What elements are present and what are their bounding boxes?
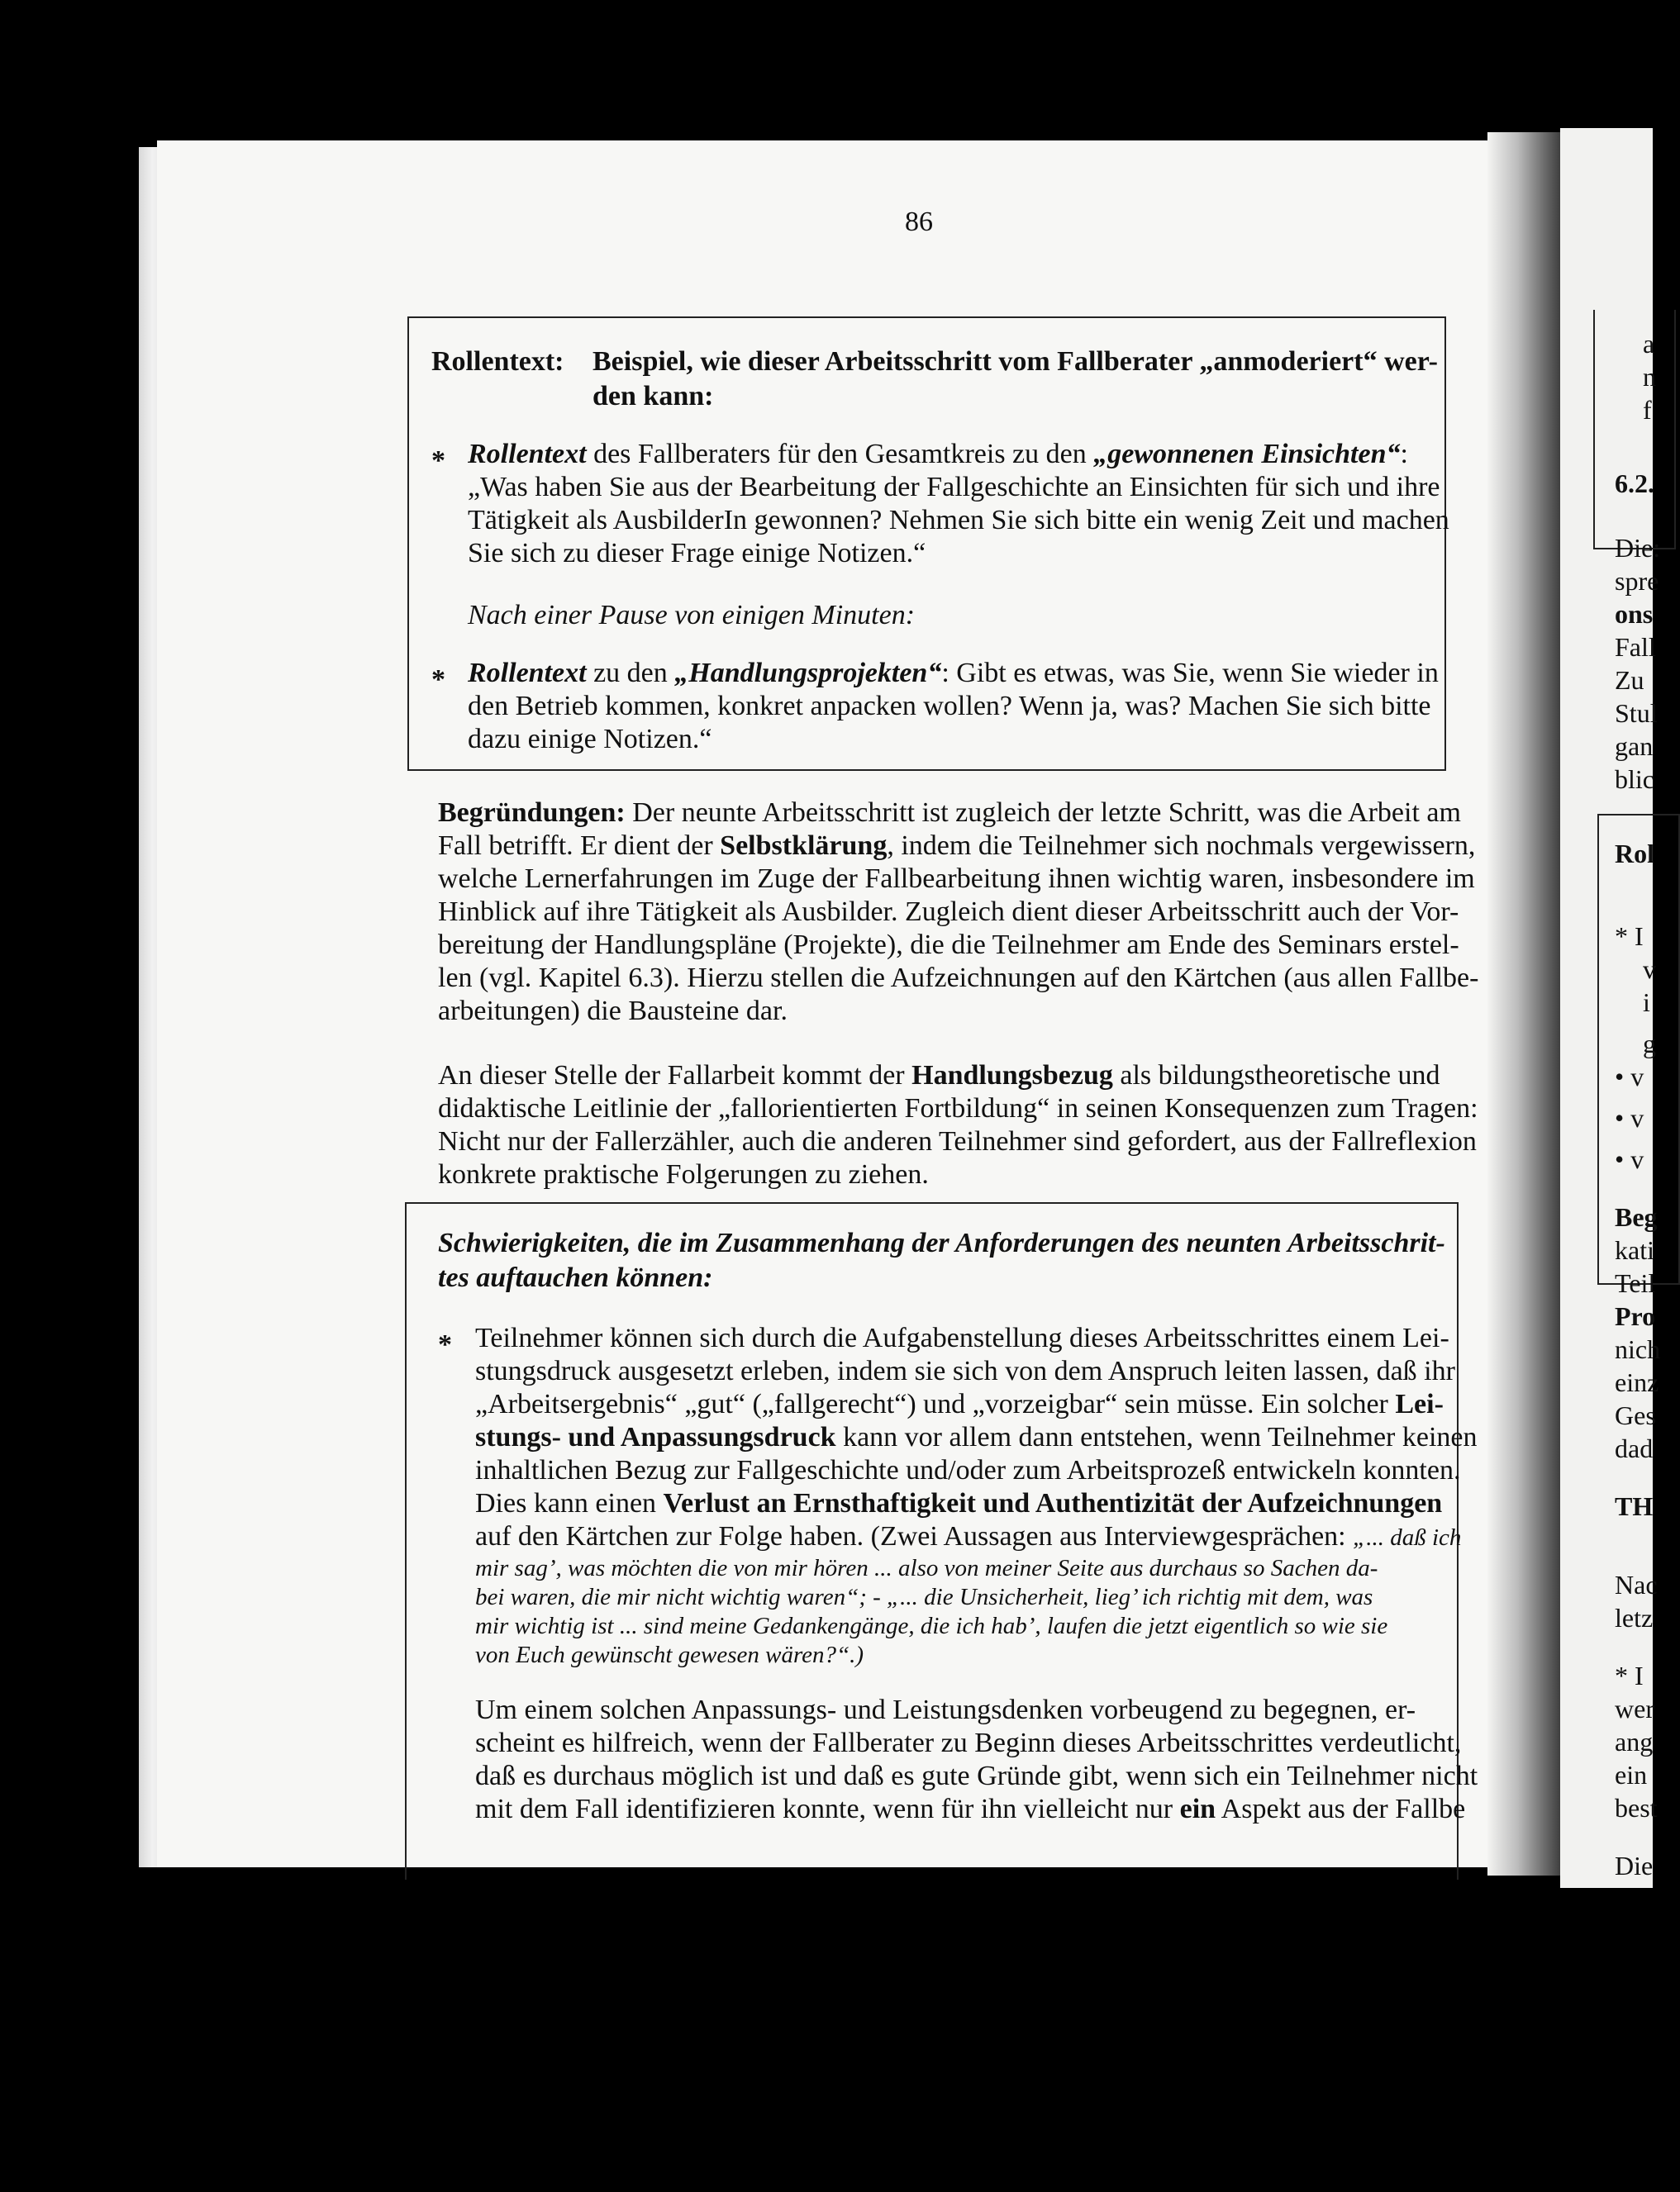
box1-heading-line1: Beispiel, wie dieser Arbeitsschritt vom Fallberater „anmoderiert“ wer- [593, 346, 1438, 377]
box1-item1-end: : [1400, 439, 1408, 469]
box2-p2-line2: scheint es hilfreich, wenn der Fallberater zu Beginn dieses Arbeitsschrittes verdeutlicht, [475, 1728, 1462, 1758]
para2-line1 [438, 1059, 1440, 1092]
facing-line: Stul [1615, 698, 1658, 728]
facing-line: kati [1615, 1235, 1654, 1265]
book-gutter [1487, 132, 1562, 1876]
para1-l2c: , indem die Teilnehmer sich nochmals vergewissern, [887, 830, 1476, 861]
para1-line2 [438, 830, 1475, 863]
box2-line3 [475, 1388, 1444, 1421]
para1-line5: bereitung der Handlungspläne (Projekte), die die Teilnehmer am Ende des Seminars erstel- [438, 930, 1459, 960]
box2-l7a: auf den Kärtchen zur Folge haben. (Zwei Aussagen aus Interviewgesprächen: [475, 1521, 1354, 1552]
para1-l1-text: Der neunte Arbeitsschritt ist zugleich der letzte Schritt, was die Arbeit am [625, 797, 1461, 828]
page-number: 86 [905, 207, 933, 237]
box1-item2-emph: „Handlungsprojekten“ [674, 658, 942, 688]
box1-bullet-2: * [431, 664, 445, 695]
box2-line2: stungsdruck ausgesetzt erleben, indem sie sich von dem Anspruch leiten lassen, daß ihr [475, 1356, 1455, 1386]
box2-anpassungsdruck: stungs- und Anpassungsdruck [475, 1422, 836, 1453]
box2-quote-line4: von Euch gewünscht gewesen wären?“.) [475, 1642, 864, 1668]
facing-line: n [1643, 362, 1656, 392]
box2-l4b: kann vor allem dann entstehen, wenn Teilnehmer keinen [835, 1422, 1478, 1453]
para1-line6: len (vgl. Kapitel 6.3). Hierzu stellen die Aufzeichnungen auf den Kärtchen (aus allen Fallbe- [438, 963, 1479, 993]
para1-line1 [438, 796, 1461, 830]
facing-line: Ges [1615, 1400, 1656, 1430]
para2-line2: didaktische Leitlinie der „fallorientierten Fortbildung“ in seinen Konsequenzen zum Tragen: [438, 1093, 1478, 1124]
box2-p2-line4 [475, 1793, 1465, 1826]
box2-p2-line1: Um einem solchen Anpassungs- und Leistungsdenken vorbeugend zu begegnen, er- [475, 1695, 1416, 1725]
facing-line: • v [1615, 1062, 1644, 1091]
facing-line: ons [1615, 599, 1654, 629]
facing-line: Teil [1615, 1268, 1656, 1298]
box1-item2-line2: den Betrieb kommen, konkret anpacken wollen? Wenn ja, was? Machen Sie sich bitte [468, 691, 1431, 721]
facing-line: ang [1615, 1727, 1654, 1757]
box2-l3b: Lei- [1395, 1389, 1444, 1419]
box1-bullet-1: * [431, 445, 445, 476]
facing-line: Nac [1615, 1570, 1658, 1600]
facing-line: best [1615, 1793, 1658, 1823]
facing-line: einz [1615, 1367, 1659, 1397]
box1-heading-line2: den kann: [593, 381, 714, 411]
facing-line: letz [1615, 1603, 1654, 1633]
box2-bullet: * [438, 1329, 452, 1360]
facing-line: Die: [1615, 533, 1661, 563]
box2-l6a: Dies kann einen [475, 1488, 664, 1519]
facing-line: i [1643, 987, 1650, 1017]
para1-line3: welche Lernerfahrungen im Zuge der Fallbearbeitung ihnen wichtig waren, insbesondere im [438, 863, 1475, 894]
box2-quote-line3: mir wichtig ist ... sind meine Gedankengänge, die ich hab’, laufen die jetzt eigentlich so wie sie [475, 1613, 1388, 1639]
facing-line: Pro [1615, 1301, 1656, 1331]
facing-line: g [1643, 1029, 1656, 1058]
para2-l1c: als bildungstheoretische und [1112, 1060, 1440, 1091]
para2-line4: konkrete praktische Folgerungen zu ziehen. [438, 1159, 929, 1190]
facing-line: dad [1615, 1434, 1654, 1463]
box2-l7b: „... daß ich [1353, 1524, 1462, 1551]
box2-p2-line3: daß es durchaus möglich ist und daß es gute Gründe gibt, wenn sich ein Teilnehmer nicht [475, 1761, 1478, 1791]
facing-line: Fall [1615, 632, 1656, 662]
facing-line: f [1643, 395, 1652, 425]
box2-p2-ein: ein [1179, 1794, 1216, 1824]
box2-p2l4c: Aspekt aus der Fallbe [1216, 1794, 1466, 1824]
box1-item2-line1 [468, 657, 1439, 690]
box1-item2-end: : Gibt es etwas, was Sie, wenn Sie wieder in [941, 658, 1439, 688]
facing-line: wer [1615, 1694, 1654, 1724]
box2-line1: Teilnehmer können sich durch die Aufgabenstellung dieses Arbeitsschrittes einem Lei- [475, 1323, 1449, 1353]
box1-item2-lead: Rollentext [468, 658, 587, 688]
para2-l1a: An dieser Stelle der Fallarbeit kommt der [438, 1060, 912, 1091]
box1-item1-mid: des Fallberaters für den Gesamtkreis zu den [586, 439, 1094, 469]
facing-heading: 6.2. [1615, 468, 1654, 498]
facing-line: Die [1615, 1851, 1654, 1881]
facing-line: a [1643, 329, 1655, 359]
para2-handlungsbezug: Handlungsbezug [911, 1060, 1113, 1091]
box2-line5: inhaltlichen Bezug zur Fallgeschichte und/oder zum Arbeitsprozeß entwickeln konnten. [475, 1455, 1461, 1486]
para1-selbstklaerung: Selbstklärung [720, 830, 888, 861]
facing-line: Rol [1615, 839, 1654, 868]
facing-line: * I [1615, 921, 1644, 951]
facing-line: Zu [1615, 665, 1644, 695]
box2-line7 [475, 1520, 1461, 1554]
box2-line6 [475, 1487, 1442, 1520]
box2-verlust: Verlust an Ernsthaftigkeit und Authentizität der Aufzeichnungen [663, 1488, 1443, 1519]
box1-item1-emph: „gewonnenen Einsichten“ [1093, 439, 1401, 469]
facing-heading: TH [1615, 1491, 1654, 1521]
box1-item1-line2: „Was haben Sie aus der Bearbeitung der Fallgeschichte an Einsichten für sich und ihre [468, 472, 1440, 502]
box2-heading-line2: tes auftauchen können: [438, 1262, 713, 1293]
facing-line: • v [1615, 1103, 1644, 1133]
facing-line: ein [1615, 1760, 1648, 1790]
box2-heading-line1: Schwierigkeiten, die im Zusammenhang der Anforderungen des neunten Arbeitsschrit- [438, 1228, 1445, 1258]
box1-item1-line4: Sie sich zu dieser Frage einige Notizen.“ [468, 538, 926, 568]
facing-box-1 [1593, 310, 1676, 549]
para1-lead: Begründungen: [438, 797, 626, 828]
box1-item2-line3: dazu einige Notizen.“ [468, 724, 712, 754]
para1-line7: arbeitungen) die Bausteine dar. [438, 996, 788, 1026]
facing-line: spre [1615, 566, 1659, 596]
box1-item1-line1 [468, 438, 1408, 471]
box1-pause: Nach einer Pause von einigen Minuten: [468, 600, 916, 630]
facing-line: v [1643, 954, 1656, 984]
box1-item2-mid: zu den [586, 658, 675, 688]
box2-quote-line2: bei waren, die mir nicht wichtig waren“; - „... die Unsicherheit, lieg’ ich richtig mit dem, was [475, 1584, 1373, 1610]
box2-line4 [475, 1421, 1478, 1454]
facing-page [1560, 128, 1661, 1888]
para1-l2a: Fall betrifft. Er dient der [438, 830, 721, 861]
facing-line: * I [1615, 1661, 1644, 1690]
para2-line3: Nicht nur der Fallerzähler, auch die anderen Teilnehmer sind gefordert, aus der Fallreflexion [438, 1126, 1477, 1157]
para1-line4: Hinblick auf ihre Tätigkeit als Ausbilder. Zugleich dient dieser Arbeitsschritt auch der Vor- [438, 896, 1459, 927]
facing-line: blic [1615, 764, 1654, 794]
box1-item1-line3: Tätigkeit als AusbilderIn gewonnen? Nehmen Sie sich bitte ein wenig Zeit und machen [468, 505, 1449, 535]
facing-line: gan [1615, 731, 1654, 761]
box1-label: Rollentext: [431, 346, 564, 377]
facing-line: • v [1615, 1144, 1644, 1174]
box2-l3a: „Arbeitsergebnis“ „gut“ („fallgerecht“) und „vorzeigbar“ sein müsse. Ein solcher [475, 1389, 1396, 1419]
box2-quote-line1: mir sag’, was möchten die von mir hören ... also von meiner Seite aus durchaus so Sachen da- [475, 1555, 1378, 1581]
box1-item1-lead: Rollentext [468, 439, 587, 469]
facing-line: nich [1615, 1334, 1661, 1364]
box2-p2l4a: mit dem Fall identifizieren konnte, wenn für ihn vielleicht nur [475, 1794, 1180, 1824]
facing-line: Beg [1615, 1202, 1658, 1232]
